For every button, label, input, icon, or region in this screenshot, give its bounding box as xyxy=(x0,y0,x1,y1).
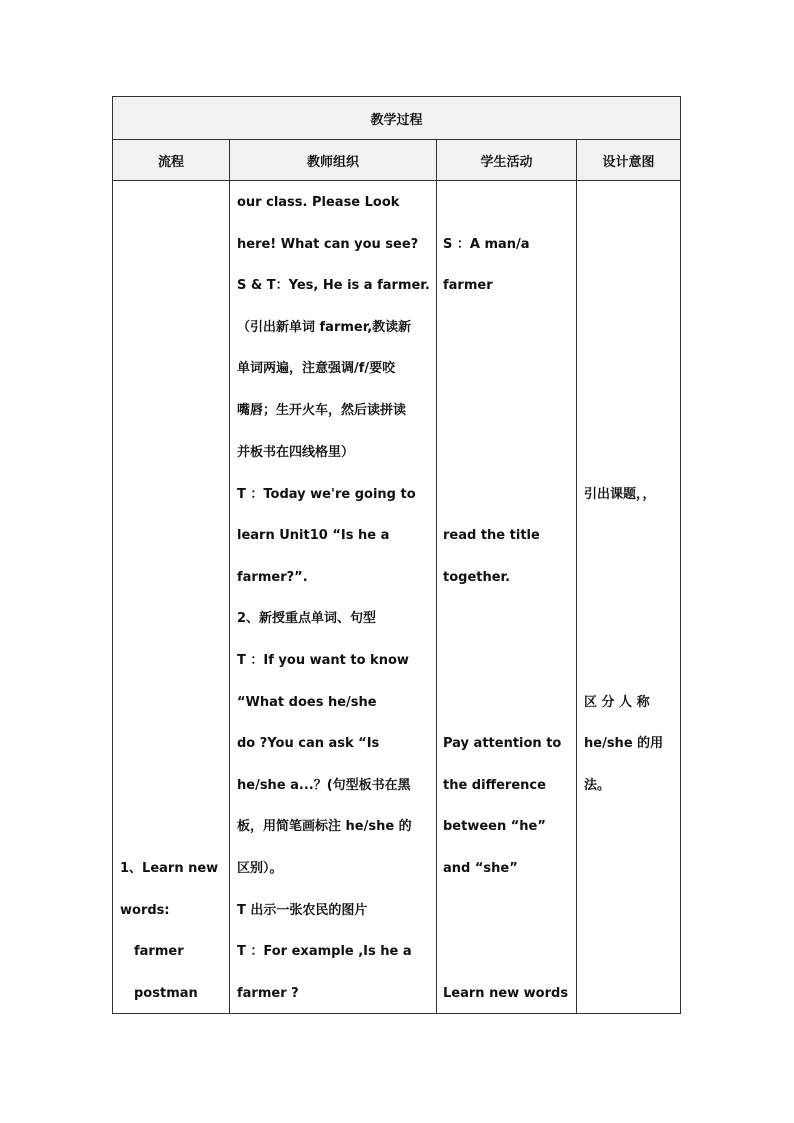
process-text: 1、Learn new xyxy=(120,861,219,876)
header-design: 设计意图 xyxy=(577,140,680,181)
teacher-text: he/she a...？(句型板书在黑 xyxy=(237,778,411,793)
design-text: 引出课题，， xyxy=(584,487,656,502)
design-text: 区 分 人 称 xyxy=(584,695,650,710)
teacher-text: （引出新单词 farmer,教读新 xyxy=(237,320,412,335)
teacher-text: T 出示一张农民的图片 xyxy=(237,903,368,918)
student-text: Pay attention to xyxy=(443,736,562,751)
teacher-text: T ：Today we're going to xyxy=(237,487,416,502)
teacher-text: T ：For example ,Is he a xyxy=(237,944,412,959)
header-teacher: 教师组织 xyxy=(230,140,436,181)
process-text: postman xyxy=(134,986,198,1001)
student-text: and “she” xyxy=(443,861,518,876)
student-text: between “he” xyxy=(443,819,546,834)
teacher-text: our class. Please Look xyxy=(237,195,400,210)
student-text: together. xyxy=(443,570,511,585)
student-text: farmer xyxy=(443,278,493,293)
teacher-text: learn Unit10 “Is he a xyxy=(237,528,390,543)
student-text: S ：A man/a xyxy=(443,237,530,252)
teacher-text: T ：If you want to know xyxy=(237,653,409,668)
teacher-text: S & T：Yes, He is a farmer. xyxy=(237,278,430,293)
teacher-text: 并板书在四线格里） xyxy=(237,445,355,460)
teacher-text: do ?You can ask “Is xyxy=(237,736,380,751)
teacher-text: 2、新授重点单词、句型 xyxy=(237,611,377,626)
process-text: farmer xyxy=(134,944,184,959)
teacher-text: 嘴唇；生开火车，然后读拼读 xyxy=(237,403,407,418)
teacher-text: “What does he/she xyxy=(237,695,377,710)
teacher-text: 区别）。 xyxy=(237,861,283,876)
student-text: read the title xyxy=(443,528,540,543)
column-divider xyxy=(436,140,437,1013)
header-student: 学生活动 xyxy=(437,140,576,181)
column-divider xyxy=(576,140,577,1013)
design-text: he/she 的用 xyxy=(584,736,664,751)
teacher-text: 板，用简笔画标注 he/she 的 xyxy=(237,819,412,834)
teacher-text: here! What can you see? xyxy=(237,237,419,252)
lesson-process-table xyxy=(112,96,681,1014)
student-text: the difference xyxy=(443,778,546,793)
teacher-text: farmer ? xyxy=(237,986,299,1001)
teacher-text: 单词两遍，注意强调/f/要咬 xyxy=(237,361,396,376)
student-text: Learn new words xyxy=(443,986,569,1001)
process-text: words: xyxy=(120,903,170,918)
design-text: 法。 xyxy=(584,778,611,793)
header-process: 流程 xyxy=(113,140,229,181)
teacher-text: farmer?”. xyxy=(237,570,308,585)
table-title: 教学过程 xyxy=(113,97,680,140)
column-divider xyxy=(229,140,230,1013)
